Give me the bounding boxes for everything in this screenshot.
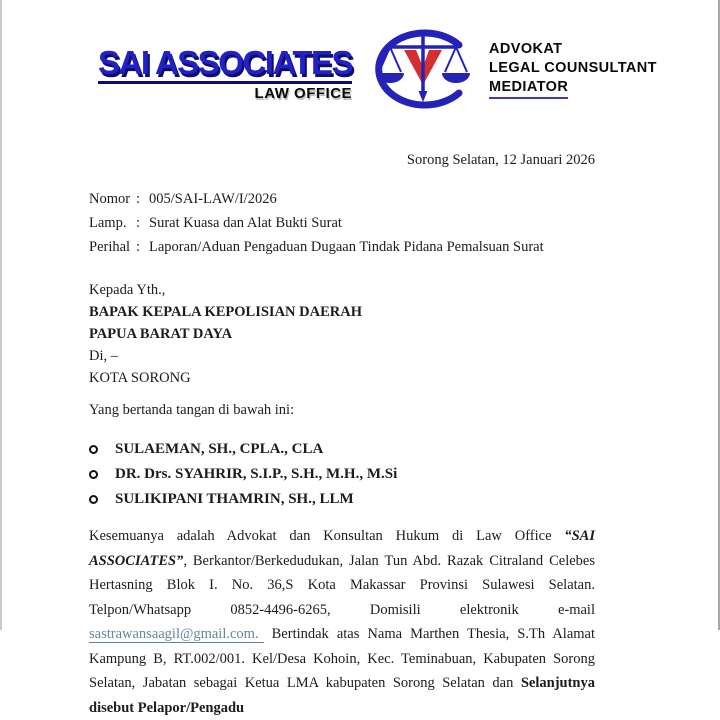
circle-bullet-icon [89, 445, 98, 454]
date-line: Sorong Selatan, 12 Januari 2026 [406, 152, 595, 168]
tagline-legal-consultant: LEGAL COUNSULTANT [489, 59, 657, 76]
firm-name-inline: “SAI ASSOCIATES” [89, 528, 595, 569]
meta-row-lamp [89, 211, 595, 235]
body-text: Kesemuanya adalah Advokat dan Konsultan Hukum di Law Office [89, 528, 565, 544]
meta-colon: : [136, 191, 141, 207]
salutation: Kepada Yth., [89, 282, 166, 298]
body-text: , Berkantor/Berkedudukan, Jalan Tun Abd. Razak Citraland Celebes Hertasning Blok I. No. 36,S Kota Makassar Provinsi Sulawesi Selatan. Telpon/Whatsapp 0852-4496-6265, Domisili elektronik e-mail [89, 552, 595, 618]
addressee-block [89, 279, 595, 389]
meta-value: Laporan/Aduan Pengaduan Dugaan Tindak Pidana Pemalsuan Surat [149, 239, 544, 255]
firm-wordmark [98, 46, 352, 101]
meta-row-nomor [89, 187, 595, 211]
meta-colon: : [136, 239, 141, 255]
recipient-region: PAPUA BARAT DAYA [89, 326, 233, 342]
recipient-city: KOTA SORONG [89, 370, 191, 386]
signatory-item [89, 462, 595, 487]
signatory-item [89, 487, 595, 512]
signatory-item [89, 437, 595, 462]
signatory-name: SULAEMAN, SH., CPLA., CLA [115, 441, 324, 457]
at-line: Di, – [89, 348, 118, 364]
meta-label: Perihal [89, 239, 131, 255]
recipient-title: BAPAK KEPALA KEPOLISIAN DAERAH [89, 304, 362, 320]
letterhead [2, 0, 718, 112]
scales-of-justice-icon [368, 26, 480, 111]
firm-tagline [489, 40, 657, 99]
email-link[interactable]: sastrawansaagil@gmail.com. [89, 626, 264, 643]
circle-bullet-icon [89, 495, 98, 504]
body-bold-tail: Selanjutnya disebut Pelapor/Pengadu [89, 675, 595, 716]
meta-value: Surat Kuasa dan Alat Bukti Surat [149, 215, 342, 231]
meta-value: 005/SAI-LAW/I/2026 [149, 191, 277, 207]
body-text: Bertindak atas Nama Marthen Thesia, S.Th Alamat Kampung B, RT.002/001. Kel/Desa Kohoin, Kec. Teminabuan, Kabupaten Sorong Selatan, Jabatan sebagai Ketua LMA kabupaten Sorong Selatan dan [89, 626, 595, 691]
circle-bullet-icon [89, 470, 98, 479]
signatory-list [89, 437, 595, 512]
meta-row-perihal [89, 235, 595, 259]
meta-label: Nomor [89, 191, 131, 207]
signatory-name: DR. Drs. SYAHRIR, S.I.P., S.H., M.H., M.Si [115, 466, 398, 482]
body-paragraph [89, 524, 595, 720]
firm-subtitle: LAW OFFICE [254, 85, 353, 102]
meta-colon: : [136, 215, 141, 231]
firm-name: SAI ASSOCIATES [98, 46, 352, 84]
reference-block [89, 187, 595, 259]
intro-line: Yang bertanda tangan di bawah ini: [89, 402, 295, 418]
meta-label: Lamp. [89, 215, 127, 231]
signatory-name: SULIKIPANI THAMRIN, SH., LLM [115, 491, 354, 507]
letter-content [2, 150, 718, 720]
tagline-mediator: MEDIATOR [489, 78, 568, 99]
tagline-advokat: ADVOKAT [489, 41, 563, 57]
